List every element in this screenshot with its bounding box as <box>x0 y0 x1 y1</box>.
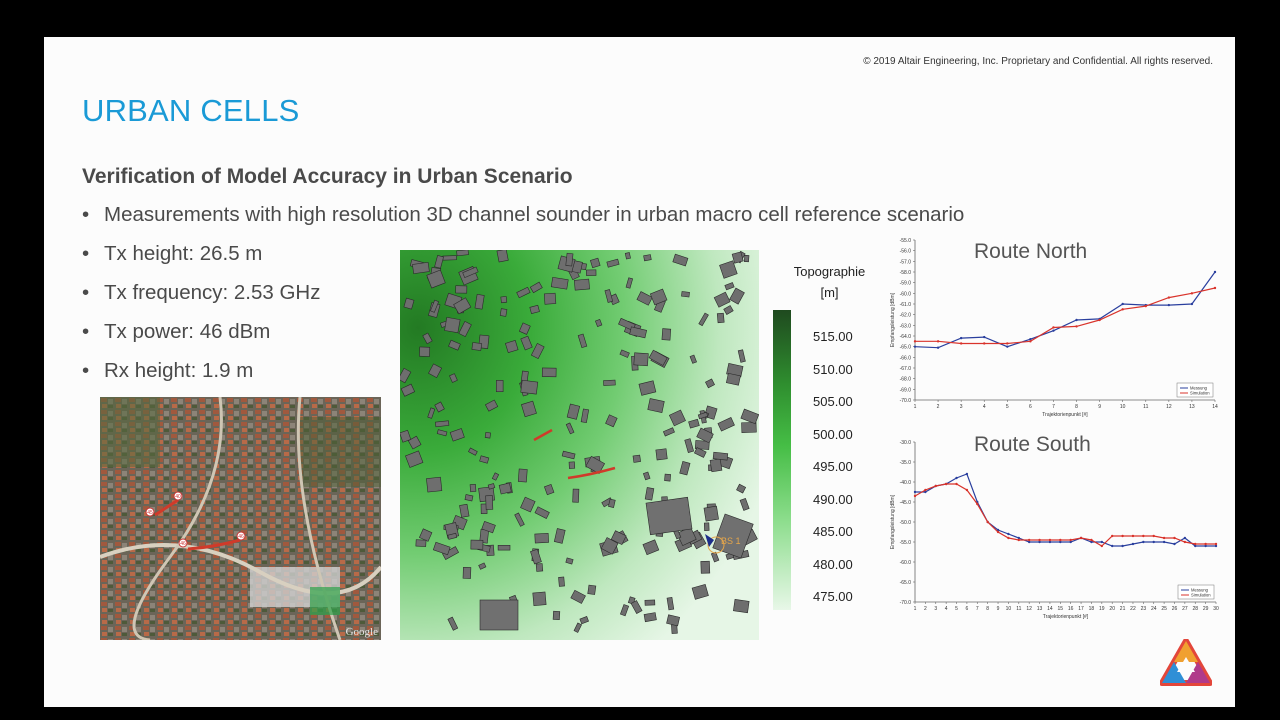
building-footprint <box>498 545 510 550</box>
data-point <box>945 483 947 485</box>
y-tick-label: -70.0 <box>899 600 911 606</box>
data-point <box>1132 535 1134 537</box>
building-footprint <box>501 296 507 302</box>
route-marker: 45 <box>147 510 153 516</box>
building-footprint <box>496 380 503 391</box>
building-footprint <box>465 495 473 501</box>
building-footprint <box>463 567 471 578</box>
x-tick-label: 11 <box>1143 404 1149 410</box>
data-point <box>1018 539 1020 541</box>
x-tick-label: 12 <box>1166 404 1172 410</box>
y-axis-label: Empfangsleistung [dBm] <box>890 292 896 348</box>
data-point <box>983 336 985 338</box>
building-footprint <box>485 432 490 438</box>
building-footprint <box>443 256 457 261</box>
building-footprint <box>499 483 511 494</box>
data-point <box>937 347 939 349</box>
building-footprint <box>536 564 543 572</box>
data-point <box>1029 338 1031 340</box>
data-point <box>1007 537 1009 539</box>
series-line <box>915 288 1215 344</box>
data-point <box>1006 342 1008 344</box>
data-point <box>1142 535 1144 537</box>
route-marker: 46 <box>180 541 186 547</box>
y-tick-label: -62.0 <box>899 312 911 319</box>
y-tick-label: -66.0 <box>899 355 911 362</box>
building-footprint <box>518 469 527 482</box>
data-point <box>960 337 962 339</box>
y-tick-label: -55.0 <box>899 540 911 546</box>
data-point <box>1168 304 1170 306</box>
y-tick-label: -61.0 <box>899 302 911 308</box>
legend-title-line2: [m] <box>820 285 839 300</box>
route-south-chart <box>882 434 1222 624</box>
x-tick-label: 24 <box>1150 606 1157 612</box>
x-axis-label: Trajektorienpunkt [#] <box>1042 412 1088 418</box>
building-footprint <box>569 462 575 469</box>
x-tick-label: 12 <box>1026 606 1032 612</box>
building-footprint <box>573 489 579 502</box>
legend-tick: 480.00 <box>813 556 853 572</box>
data-point <box>1173 537 1175 539</box>
data-point <box>914 345 916 347</box>
data-point <box>986 521 988 523</box>
legend-label: Simulation <box>1191 592 1211 598</box>
legend-tick: 510.00 <box>813 361 853 377</box>
building-footprint <box>500 309 507 317</box>
data-point <box>1101 541 1103 543</box>
x-tick-label: 4 <box>944 606 948 612</box>
y-tick-label: -68.0 <box>899 376 911 383</box>
x-tick-label: 14 <box>1047 606 1053 612</box>
x-tick-label: 13 <box>1189 404 1195 410</box>
data-point <box>1184 541 1186 543</box>
bullet-item: • Tx height: 26.5 m <box>82 241 964 280</box>
legend-tick: 495.00 <box>813 459 853 474</box>
topography-map <box>400 250 759 640</box>
route-marker: 46 <box>238 534 244 540</box>
data-point <box>1163 541 1165 543</box>
building-footprint <box>445 317 461 332</box>
legend-title-line1: Topographie <box>793 264 866 279</box>
building-footprint <box>426 477 441 492</box>
y-tick-label: -70.0 <box>899 398 911 404</box>
data-point <box>1007 533 1009 535</box>
x-tick-label: 13 <box>1036 606 1043 612</box>
x-tick-label: 27 <box>1182 606 1188 612</box>
building-footprint <box>662 329 671 341</box>
building-footprint <box>486 496 493 510</box>
series-line <box>915 484 1216 546</box>
building-footprint <box>710 459 722 472</box>
building-footprint <box>665 474 671 481</box>
data-point <box>1101 545 1103 547</box>
building-footprint <box>559 577 565 586</box>
legend-tick: 505.00 <box>813 394 853 409</box>
google-watermark: Google <box>345 626 378 638</box>
x-tick-label: 9 <box>1098 404 1102 410</box>
y-tick-label: -57.0 <box>899 259 911 266</box>
x-tick-label: 21 <box>1119 606 1126 612</box>
x-tick-label: 1 <box>913 606 917 612</box>
route-marker: 40 <box>175 494 181 500</box>
data-point <box>1111 545 1113 547</box>
building-footprint <box>535 533 549 543</box>
data-point <box>976 503 978 505</box>
x-tick-label: 3 <box>934 606 938 612</box>
building-footprint <box>656 449 667 460</box>
x-tick-label: 6 <box>1028 404 1032 410</box>
building-footprint <box>566 253 573 266</box>
y-tick-label: -59.0 <box>899 280 911 287</box>
x-tick-label: 16 <box>1067 606 1074 612</box>
x-tick-label: 7 <box>975 606 979 612</box>
x-tick-label: 20 <box>1109 606 1115 612</box>
x-tick-label: 2 <box>923 606 927 612</box>
x-tick-label: 6 <box>965 606 969 612</box>
data-point <box>1080 537 1082 539</box>
data-point <box>1194 543 1196 545</box>
x-tick-label: 18 <box>1088 606 1095 612</box>
data-point <box>1142 541 1144 543</box>
satellite-image <box>100 397 381 640</box>
building-footprint <box>416 540 426 547</box>
route-north-chart <box>882 232 1222 422</box>
data-point <box>914 495 916 497</box>
data-point <box>1111 535 1113 537</box>
building-footprint <box>717 313 724 323</box>
y-tick-label: -58.0 <box>899 270 911 276</box>
data-point <box>1075 319 1077 321</box>
data-point <box>1153 535 1155 537</box>
building-footprint <box>625 253 630 260</box>
x-tick-label: 7 <box>1052 404 1055 410</box>
data-point <box>935 485 937 487</box>
building-footprint <box>744 255 749 262</box>
data-point <box>997 531 999 533</box>
x-tick-label: 19 <box>1099 606 1105 612</box>
x-axis-label: Trajektorienpunkt [#] <box>1042 614 1089 620</box>
building-footprint <box>645 600 655 605</box>
building-footprint <box>586 270 596 276</box>
x-tick-label: 14 <box>1212 404 1218 410</box>
x-tick-label: 29 <box>1202 606 1209 612</box>
building-footprint <box>471 540 483 549</box>
data-point <box>1121 535 1123 537</box>
y-tick-label: -40.0 <box>899 480 911 486</box>
data-point <box>1214 271 1216 273</box>
building-footprint <box>701 561 710 573</box>
building-footprint <box>574 279 589 290</box>
y-tick-label: -45.0 <box>899 500 911 506</box>
copyright-notice: © 2019 Altair Engineering, Inc. Proprietary and Confidential. All rights reserved. <box>863 56 1213 67</box>
x-tick-label: 11 <box>1016 606 1022 612</box>
data-point <box>1006 345 1008 347</box>
data-point <box>966 473 968 475</box>
building-footprint <box>634 353 649 366</box>
data-point <box>1059 539 1061 541</box>
data-point <box>1191 303 1193 305</box>
data-point <box>1214 287 1216 289</box>
y-tick-label: -63.0 <box>899 323 911 330</box>
data-point <box>1121 303 1123 305</box>
data-point <box>955 477 957 479</box>
legend-tick: 490.00 <box>813 491 853 507</box>
data-point <box>1153 541 1155 543</box>
legend-tick: 515.00 <box>813 329 853 344</box>
x-tick-label: 4 <box>982 404 986 410</box>
data-point <box>1029 340 1031 342</box>
building-footprint <box>435 421 449 427</box>
building-footprint <box>732 252 743 263</box>
slide-title: URBAN CELLS <box>82 93 300 128</box>
building-footprint <box>472 342 482 350</box>
building-footprint <box>681 291 689 297</box>
data-point <box>1204 543 1206 545</box>
y-tick-label: -60.0 <box>899 560 911 566</box>
building-footprint <box>419 347 429 357</box>
data-point <box>1069 539 1071 541</box>
building-footprint <box>551 277 568 289</box>
x-tick-label: 2 <box>936 404 940 410</box>
data-point <box>1052 329 1054 331</box>
y-tick-label: -67.0 <box>899 366 911 372</box>
building-footprint <box>533 592 546 606</box>
building-footprint <box>470 484 476 491</box>
series-line <box>915 474 1216 546</box>
building-footprint <box>412 262 429 273</box>
data-point <box>1215 543 1217 545</box>
chart-title-south: Route South <box>974 433 1091 456</box>
x-tick-label: 28 <box>1192 606 1199 612</box>
building-footprint <box>644 613 656 622</box>
x-tick-label: 8 <box>1075 404 1078 410</box>
data-point <box>1028 539 1030 541</box>
y-tick-label: -65.0 <box>899 580 911 586</box>
bullet-item: • Tx frequency: 2.53 GHz <box>82 280 964 319</box>
y-tick-label: -30.0 <box>899 440 911 446</box>
data-point <box>1132 543 1134 545</box>
altair-logo-icon <box>1160 639 1212 687</box>
x-tick-label: 3 <box>959 404 963 410</box>
x-tick-label: 22 <box>1130 606 1136 612</box>
data-point <box>1052 326 1054 328</box>
legend-label: Messung <box>1190 385 1207 391</box>
x-tick-label: 5 <box>955 606 958 612</box>
data-point <box>1075 325 1077 327</box>
x-tick-label: 26 <box>1171 606 1178 612</box>
y-tick-label: -55.0 <box>899 238 911 244</box>
bullet-item: • Tx power: 46 dBm <box>82 319 964 358</box>
building-footprint <box>497 250 508 262</box>
data-point <box>914 340 916 342</box>
y-tick-label: -56.0 <box>899 248 911 255</box>
legend-title <box>772 261 887 303</box>
bs-label: BS 1 <box>721 536 741 546</box>
legend-tick: 500.00 <box>813 426 853 442</box>
data-point <box>924 489 926 491</box>
data-point <box>966 489 968 491</box>
legend-label: Simulation <box>1190 390 1210 396</box>
y-tick-label: -35.0 <box>899 460 911 466</box>
x-tick-label: 10 <box>1119 404 1126 410</box>
data-point <box>1145 305 1147 307</box>
building-footprint <box>742 422 757 432</box>
data-point <box>1168 296 1170 298</box>
data-point <box>1121 308 1123 310</box>
building-footprint <box>460 504 470 517</box>
legend-label: Messung <box>1191 587 1208 593</box>
chart-title-north: Route North <box>974 240 1088 263</box>
bullet-item: • Rx height: 1.9 m <box>82 358 964 397</box>
building-footprint <box>713 452 728 460</box>
x-tick-label: 23 <box>1140 606 1147 612</box>
building-footprint <box>588 585 596 594</box>
building-footprint <box>521 380 538 394</box>
data-point <box>955 483 957 485</box>
x-tick-label: 8 <box>986 606 990 612</box>
data-point <box>937 340 939 342</box>
data-point <box>1121 545 1123 547</box>
data-point <box>1090 539 1092 541</box>
data-point <box>960 342 962 344</box>
data-point <box>1163 537 1165 539</box>
building-footprint <box>542 368 556 377</box>
building-footprint <box>704 523 709 531</box>
y-tick-label: -65.0 <box>899 344 911 351</box>
legend-tick: 475.00 <box>813 589 853 604</box>
data-point <box>914 491 916 493</box>
elevation-colorbar <box>773 310 791 610</box>
bullet-item: • Measurements with high resolution 3D channel sounder in urban macro cell reference scenario <box>82 202 964 241</box>
data-point <box>1098 319 1100 321</box>
x-tick-label: 17 <box>1078 606 1084 612</box>
data-point <box>1191 292 1193 294</box>
x-tick-label: 1 <box>913 404 917 410</box>
building-footprint <box>733 599 749 612</box>
y-tick-label: -64.0 <box>899 334 911 340</box>
building-footprint <box>603 380 615 386</box>
data-point <box>1049 539 1051 541</box>
x-tick-label: 9 <box>996 606 1000 612</box>
building-footprint <box>544 293 556 304</box>
legend-tick: 485.00 <box>813 524 853 539</box>
building-footprint <box>633 455 641 462</box>
x-tick-label: 5 <box>1005 404 1009 410</box>
building-footprint <box>457 250 469 256</box>
building-footprint <box>644 255 652 261</box>
y-axis-label: Empfangsleistung [dBm] <box>890 494 896 550</box>
slide-subtitle: Verification of Model Accuracy in Urban Scenario <box>82 165 573 188</box>
building-footprint <box>704 506 719 521</box>
data-point <box>1173 543 1175 545</box>
elevation-ticks <box>813 329 853 622</box>
y-tick-label: -69.0 <box>899 387 911 394</box>
y-tick-label: -50.0 <box>899 520 911 526</box>
x-tick-label: 25 <box>1161 606 1167 612</box>
building-footprint <box>456 286 467 293</box>
data-point <box>1038 539 1040 541</box>
building-footprint <box>553 611 560 620</box>
slide <box>44 37 1235 707</box>
data-point <box>1184 537 1186 539</box>
x-tick-label: 15 <box>1057 606 1064 612</box>
series-line <box>915 272 1215 348</box>
x-tick-label: 30 <box>1213 606 1219 612</box>
data-point <box>983 342 985 344</box>
y-tick-label: -60.0 <box>899 291 911 298</box>
x-tick-label: 10 <box>1005 606 1012 612</box>
